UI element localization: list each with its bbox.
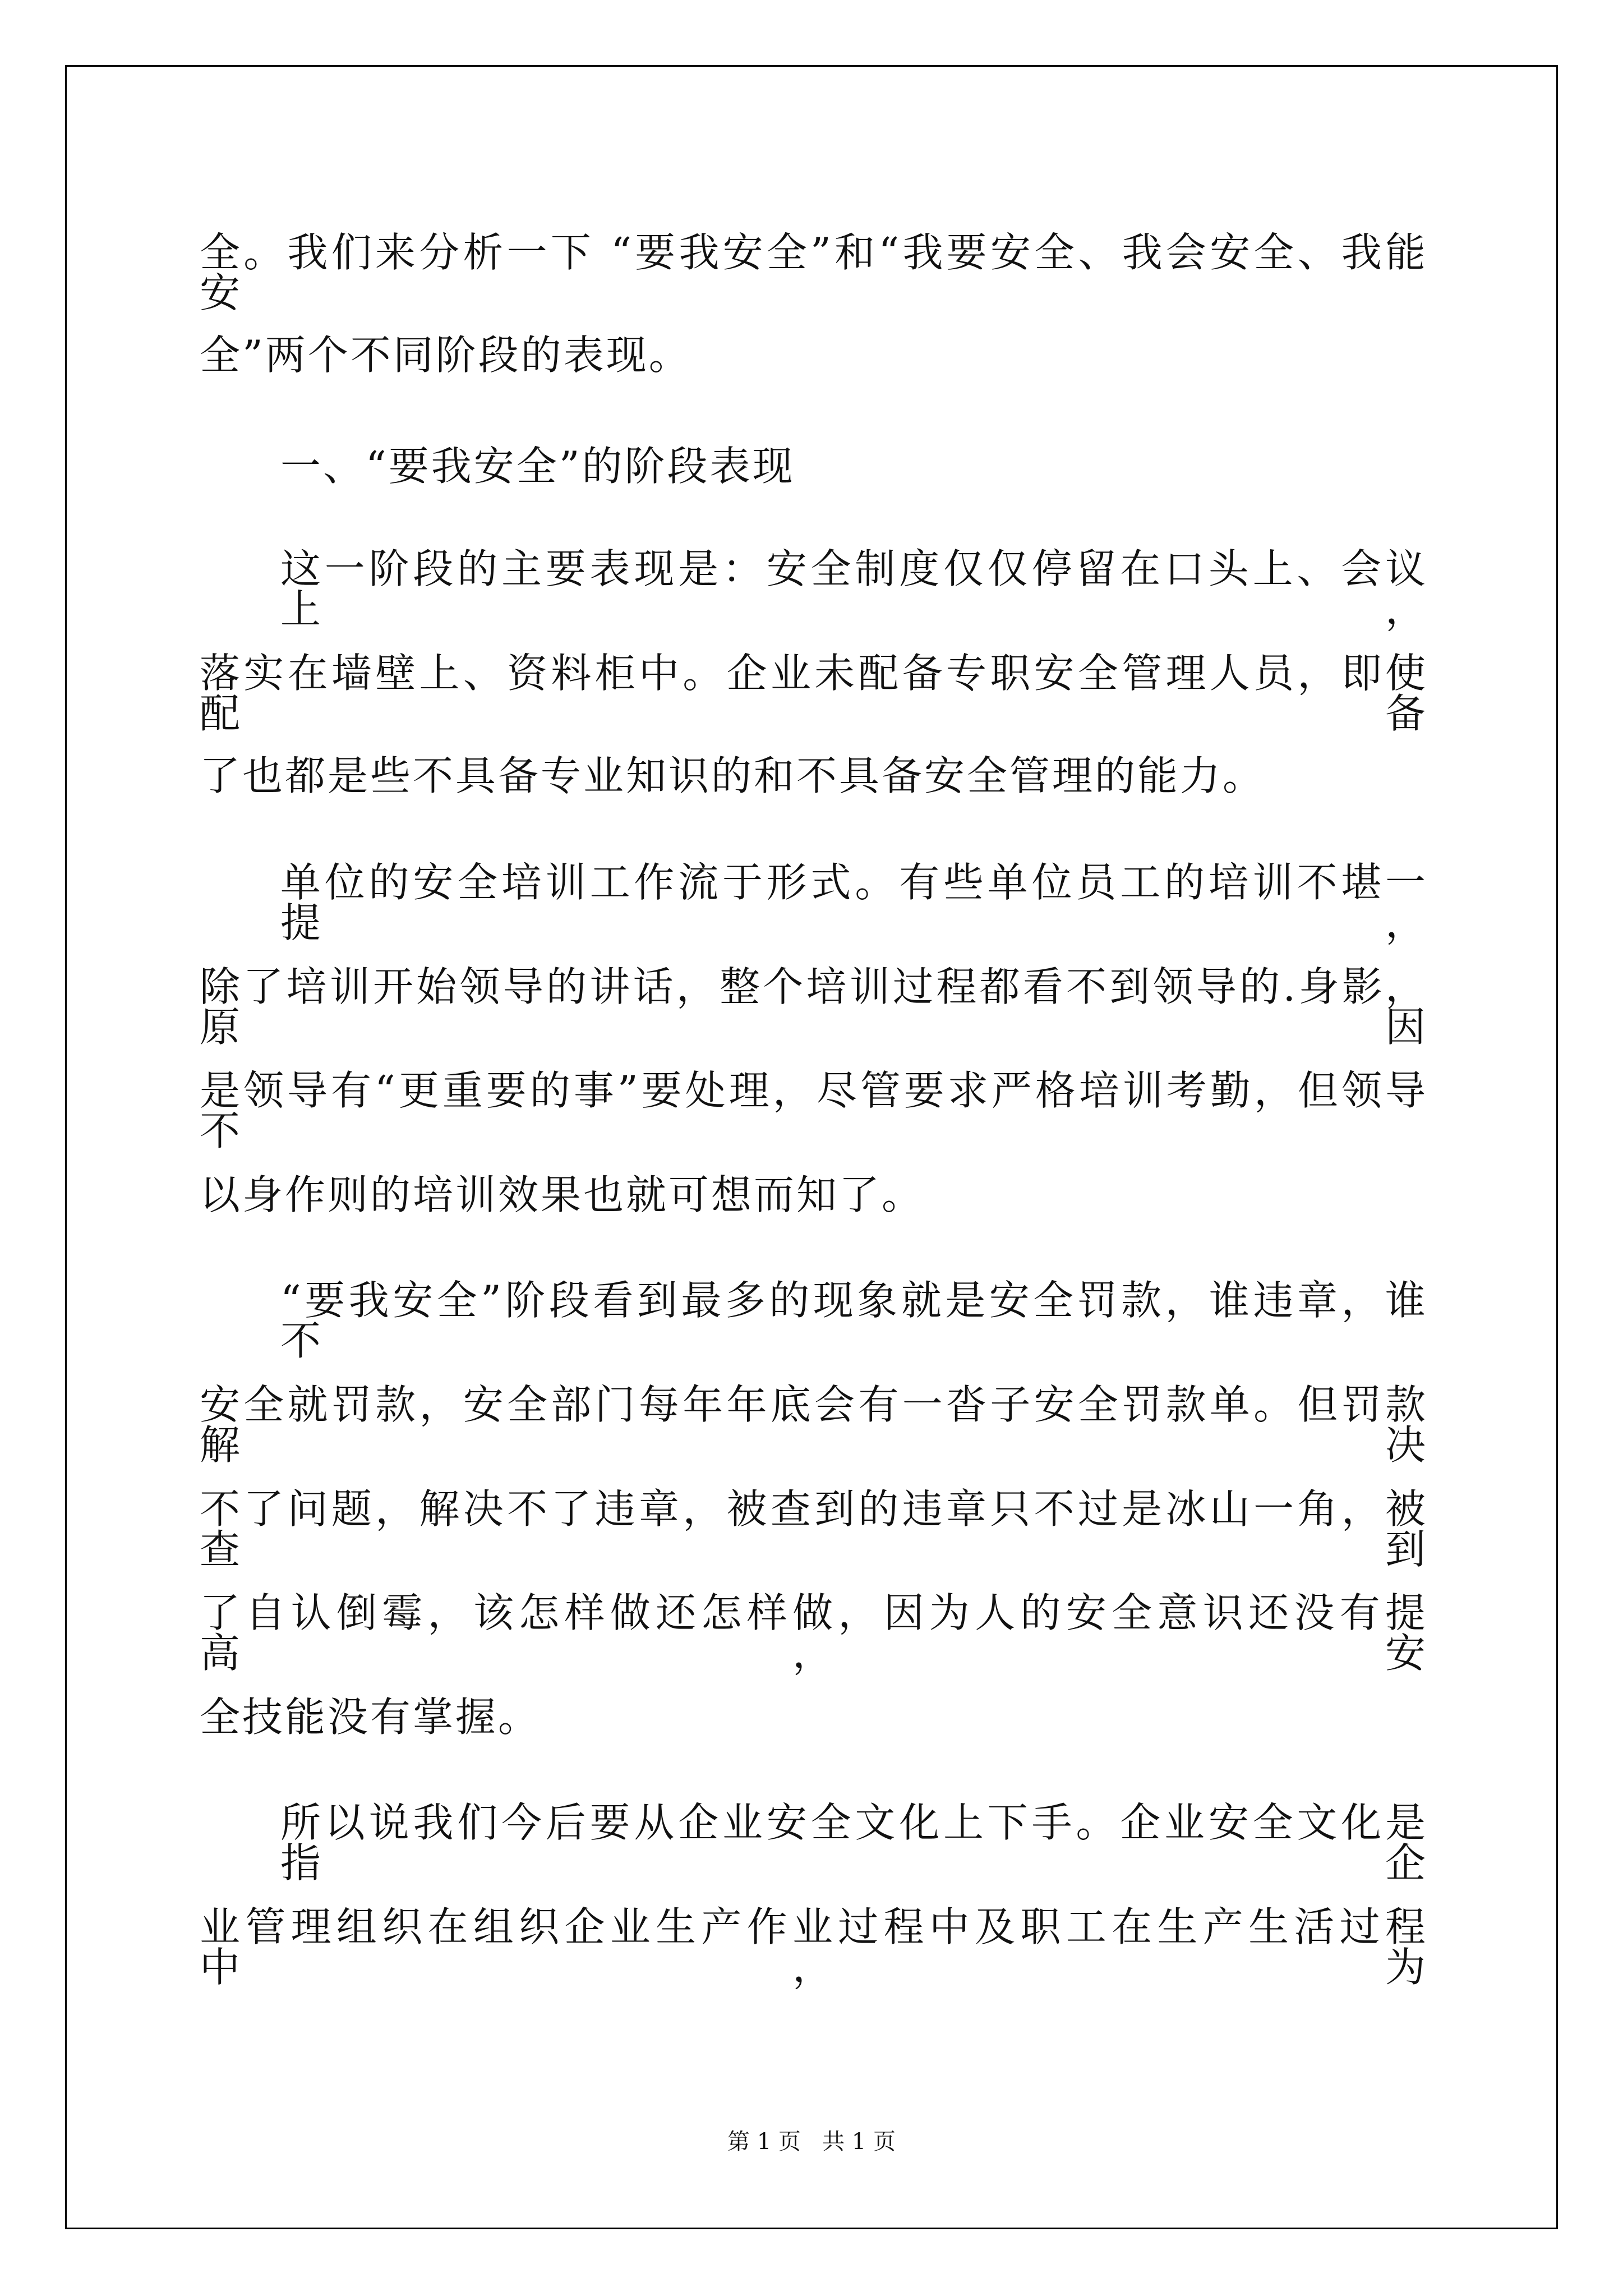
text-line: 落实在墙壁上、资料柜中。企业未配备专职安全管理人员，即使配备	[200, 650, 1428, 737]
text-line: 全。我们来分析一下 “要我安全”和“我要安全、我会安全、我能安	[200, 229, 1428, 316]
text-line: 了也都是些不具备专业知识的和不具备安全管理的能力。	[200, 752, 1266, 799]
text-line: 单位的安全培训工作流于形式。有些单位员工的培训不堪一提，	[280, 859, 1428, 946]
text-line: 所以说我们今后要从企业安全文化上下手。企业安全文化是指企	[280, 1799, 1428, 1887]
text-line: 业管理组织在组织企业生产作业过程中及职工在生产生活过程中，为	[200, 1903, 1428, 1991]
text-line: 这一阶段的主要表现是：安全制度仅仅停留在口头上、会议上，	[280, 545, 1428, 633]
text-line: 是领导有“更重要的事”要处理，尽管要求严格培训考勤，但领导不	[200, 1067, 1428, 1154]
text-line: 全技能没有掌握。	[200, 1694, 541, 1741]
text-line: 以身作则的培训效果也就可想而知了。	[200, 1171, 925, 1218]
text-line: 除了培训开始领导的讲话，整个培训过程都看不到领导的.身影，原因	[200, 963, 1428, 1051]
section-heading: 一、“要我安全”的阶段表现	[280, 443, 795, 490]
text-line: 不了问题，解决不了违章，被查到的违章只不过是冰山一角，被查到	[200, 1485, 1428, 1573]
text-line: 安全就罚款，安全部门每年年底会有一沓子安全罚款单。但罚款解决	[200, 1381, 1428, 1469]
text-line: “要我安全”阶段看到最多的现象就是安全罚款，谁违章，谁不	[280, 1277, 1428, 1364]
text-line: 全”两个不同阶段的表现。	[200, 332, 691, 379]
page-footer: 第 1 页 共 1 页	[727, 2129, 896, 2155]
text-line: 了自认倒霉，该怎样做还怎样做，因为人的安全意识还没有提高，安	[200, 1589, 1428, 1677]
